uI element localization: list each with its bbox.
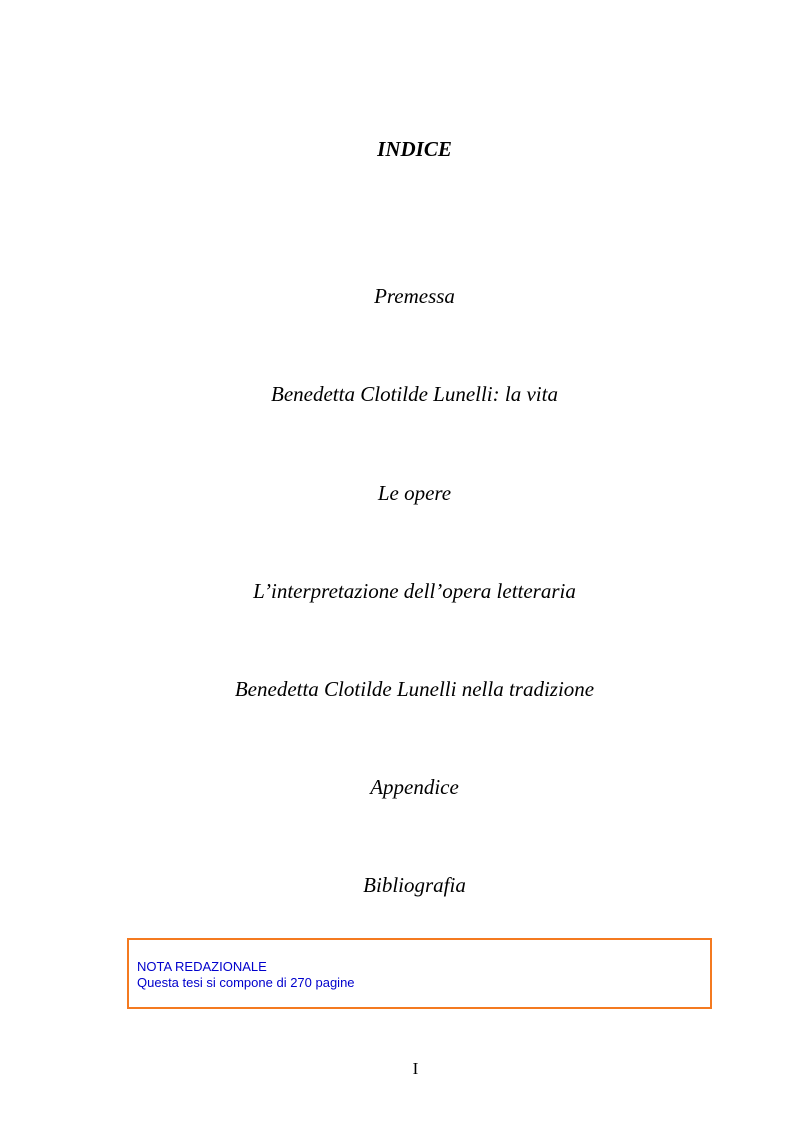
toc-entry-appendice: Appendice xyxy=(370,775,459,799)
toc-entry-bibliografia: Bibliografia xyxy=(363,873,466,897)
toc-entry-vita: Benedetta Clotilde Lunelli: la vita xyxy=(271,382,558,406)
note-text: Questa tesi si compone di 270 pagine xyxy=(137,975,355,990)
page-number: I xyxy=(412,1059,419,1078)
editorial-note-box xyxy=(127,938,712,1009)
page-title: INDICE xyxy=(377,137,452,161)
toc-entry-opere: Le opere xyxy=(377,481,452,505)
toc-entry-interpretazione: L’interpretazione dell’opera letteraria xyxy=(253,579,576,603)
note-title: NOTA REDAZIONALE xyxy=(137,959,267,974)
toc-entry-tradizione: Benedetta Clotilde Lunelli nella tradizione xyxy=(234,677,595,701)
toc-entry-premessa: Premessa xyxy=(374,284,455,308)
